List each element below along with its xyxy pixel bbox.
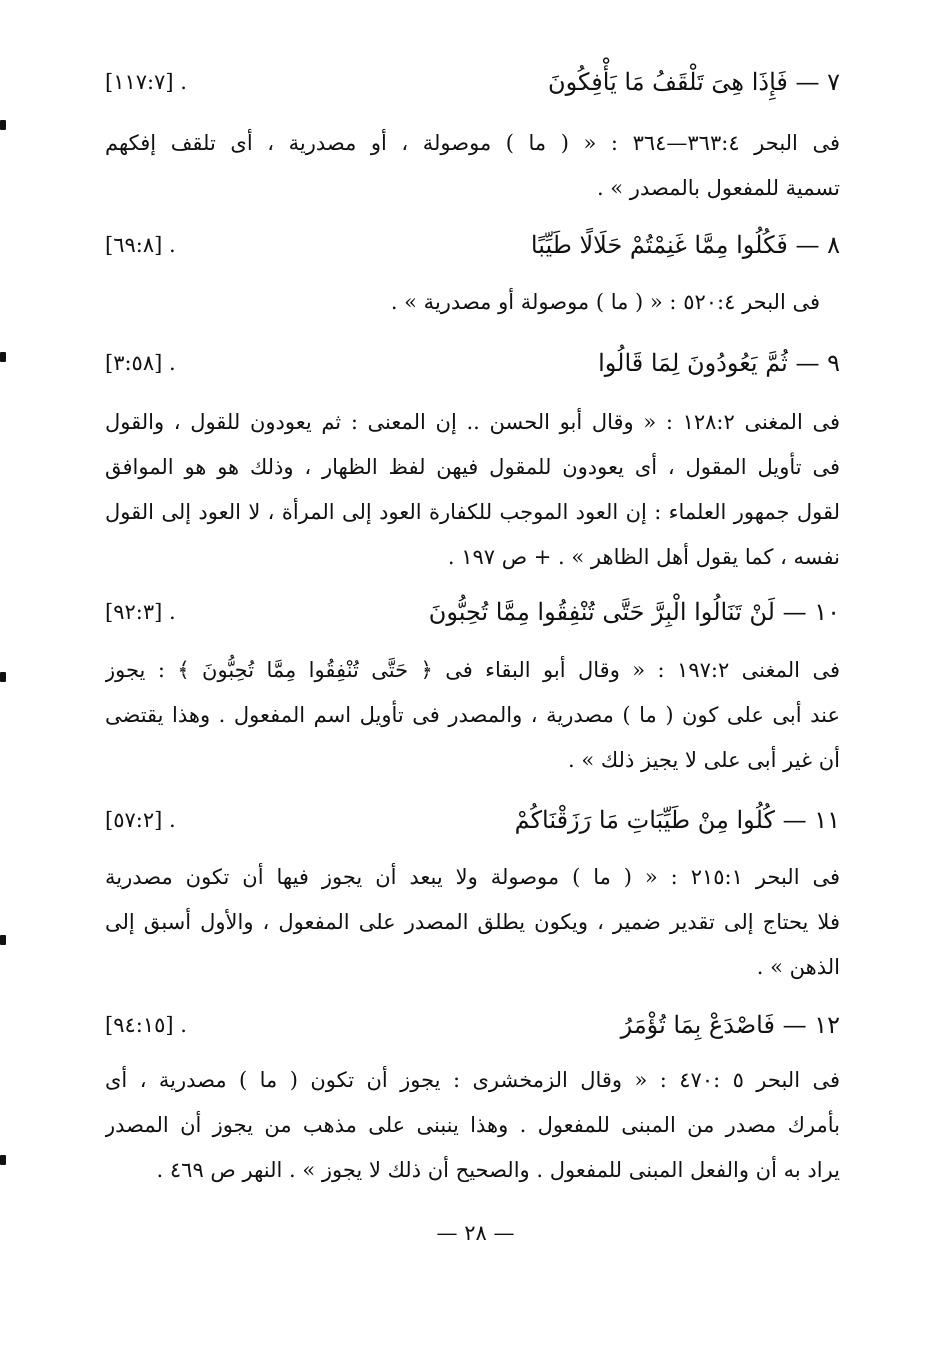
verse-reference: [٣:٥٨] . xyxy=(105,351,176,375)
edge-mark xyxy=(0,672,6,682)
page-number: — ٢٨ — xyxy=(436,1221,515,1245)
verse-text: ٧ — فَإِذَا هِىَ تَلْقَفُ مَا يَأْفِكُونَ xyxy=(548,68,840,96)
commentary-line: فى البحر ٥ :٤٧٠ : « وقال الزمخشرى : يجوز أن تكون ( ما ) مصدرية ، أى xyxy=(105,1068,840,1092)
verse-text: ٨ — فَكُلُوا مِمَّا غَنِمْتُمْ حَلَالًا طَيِّبًا xyxy=(530,231,840,259)
verse-heading xyxy=(105,343,840,383)
verse-heading xyxy=(105,800,840,840)
commentary-line: فى البحر ٥٢٠:٤ : « ( ما ) موصولة أو مصدرية » . xyxy=(390,290,820,314)
verse-text: ١٠ — لَنْ تَنَالُوا الْبِرَّ حَتَّى تُنْفِقُوا مِمَّا تُحِبُّونَ xyxy=(428,598,840,626)
edge-mark xyxy=(0,935,6,945)
commentary-line: الذهن » . xyxy=(756,955,840,979)
commentary-line: فى البحر ٢١٥:١ : « ( ما ) موصولة ولا يبعد أن يجوز فيها أن تكون مصدرية xyxy=(105,865,840,889)
verse-heading xyxy=(105,225,840,265)
commentary-paragraph xyxy=(105,121,840,211)
commentary-line: فى تأويل المقول ، أى يعودون للمقول فيهن لفظ الظهار ، وذلك هو هو الموافق xyxy=(105,455,840,479)
commentary-paragraph xyxy=(105,280,840,325)
commentary-paragraph xyxy=(105,1058,840,1193)
verse-reference: [٥٧:٢] . xyxy=(105,808,176,832)
verse-heading xyxy=(105,62,840,102)
commentary-paragraph xyxy=(105,400,840,580)
verse-reference: [١١٧:٧] . xyxy=(105,70,187,94)
edge-mark xyxy=(0,120,6,130)
verse-text: ٩ — ثُمَّ يَعُودُونَ لِمَا قَالُوا xyxy=(598,349,840,377)
edge-mark xyxy=(0,1155,6,1165)
commentary-paragraph xyxy=(105,648,840,783)
commentary-line: يراد به أن والفعل المبنى للمفعول . والصحيح أن ذلك لا يجوز » . النهر ص ٤٦٩ . xyxy=(156,1158,840,1182)
commentary-line: نفسه ، كما يقول أهل الظاهر » . + ص ١٩٧ . xyxy=(447,545,840,569)
commentary-line: فلا يحتاج إلى تقدير ضمير ، ويكون يطلق المصدر على المفعول ، والأول أسبق إلى xyxy=(105,910,840,934)
verse-text: ١١ — كُلُوا مِنْ طَيِّبَاتِ مَا رَزَقْنَاكُمْ xyxy=(514,806,840,834)
commentary-line: فى المغنى ١٩٧:٢ : « وقال أبو البقاء فى ﴿ حَتَّى تُنْفِقُوا مِمَّا تُحِبُّونَ ﴾ : يجوز xyxy=(105,658,840,682)
verse-reference: [٦٩:٨] . xyxy=(105,233,176,257)
verse-text: ١٢ — فَاصْدَعْ بِمَا تُؤْمَرُ xyxy=(620,1011,840,1039)
commentary-paragraph xyxy=(105,855,840,990)
verse-heading xyxy=(105,1005,840,1045)
verse-reference: [٩٢:٣] . xyxy=(105,600,176,624)
verse-heading xyxy=(105,592,840,632)
commentary-line: عند أبى على كون ( ما ) مصدرية ، والمصدر فى تأويل اسم المفعول . وهذا يقتضى xyxy=(105,703,840,727)
edge-mark xyxy=(0,352,6,362)
commentary-line: لقول جمهور العلماء : إن العود الموجب للكفارة العود إلى المرأة ، لا العود إلى القول xyxy=(105,500,840,524)
commentary-line: فى المغنى ١٢٨:٢ : « وقال أبو الحسن .. إن المعنى : ثم يعودون للقول ، والقول xyxy=(105,410,840,434)
commentary-line: فى البحر ٣٦٣:٤—٣٦٤ : « ( ما ) موصولة ، أو مصدرية ، أى تلقف إفكهم xyxy=(105,131,840,155)
commentary-line: بأمرك مصدر من المبنى للمفعول . وهذا ينبنى على مذهب من يجوز أن المصدر xyxy=(105,1113,840,1137)
verse-reference: [٩٤:١٥] . xyxy=(105,1013,187,1037)
commentary-line: تسمية للمفعول بالمصدر » . xyxy=(596,176,840,200)
commentary-line: أن غير أبى على لا يجيز ذلك » . xyxy=(567,748,840,772)
